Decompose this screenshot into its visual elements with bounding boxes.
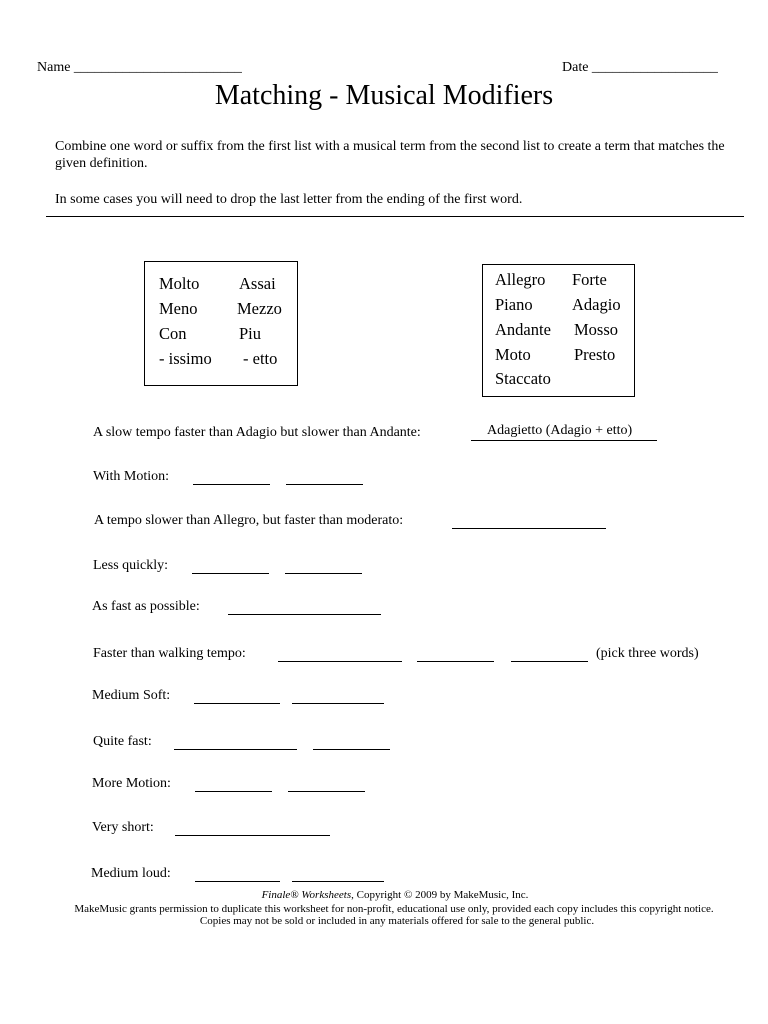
answer-blank[interactable] <box>292 881 384 882</box>
list2-item: Moto <box>495 345 531 364</box>
answer-blank[interactable] <box>511 661 588 662</box>
answer-blank[interactable] <box>313 749 390 750</box>
list1-item: - issimo <box>159 349 212 368</box>
answer-blank[interactable] <box>228 614 381 615</box>
question-2: With Motion: <box>93 469 170 484</box>
page-title: Matching - Musical Modifiers <box>214 80 554 111</box>
question-4: Less quickly: <box>93 558 169 573</box>
instructions-paragraph-2: In some cases you will need to drop the last letter from the ending of the first word. <box>55 192 523 207</box>
list1-item: Piu <box>239 324 262 343</box>
question-3: A tempo slower than Allegro, but faster than moderato: <box>94 513 404 528</box>
footer-restriction: Copies may not be sold or included in any materials offered for sale to the general public. <box>199 915 595 927</box>
question-6-note: (pick three words) <box>596 646 699 661</box>
word-list-musical-terms <box>482 264 635 397</box>
answer-blank[interactable] <box>175 835 330 836</box>
answer-blank[interactable] <box>288 791 365 792</box>
copyright-line <box>0 889 768 901</box>
answer-blank[interactable] <box>195 881 280 882</box>
answer-blank[interactable] <box>194 703 280 704</box>
list2-item: Piano <box>495 295 533 314</box>
question-8: Quite fast: <box>93 734 152 749</box>
question-11: Medium loud: <box>91 866 171 881</box>
date-field-label: Date __________________ <box>562 60 718 75</box>
list1-item: Assai <box>239 274 276 293</box>
answer-blank[interactable] <box>193 484 270 485</box>
question-9: More Motion: <box>92 776 171 791</box>
list1-item: - etto <box>243 349 278 368</box>
list2-item: Forte <box>572 270 607 289</box>
list1-item: Con <box>159 324 187 343</box>
answer-blank[interactable] <box>417 661 494 662</box>
footer-copyright: , Copyright © 2009 by MakeMusic, Inc. <box>351 889 529 901</box>
list2-item: Andante <box>495 320 551 339</box>
footer-permission: MakeMusic grants permission to duplicate this worksheet for non-profit, educational use only, provided each copy includes this copyright notice. <box>74 903 714 915</box>
list2-item: Adagio <box>572 295 621 314</box>
answer-example: Adagietto (Adagio + etto) <box>487 423 633 438</box>
answer-blank[interactable] <box>192 573 269 574</box>
answer-blank[interactable] <box>286 484 363 485</box>
answer-blank[interactable] <box>278 661 402 662</box>
answer-blank[interactable] <box>471 440 657 441</box>
name-field-label: Name ________________________ <box>37 60 242 75</box>
answer-blank[interactable] <box>174 749 297 750</box>
answer-blank[interactable] <box>285 573 362 574</box>
instructions-paragraph-1: Combine one word or suffix from the first list with a musical term from the second list to create a term that matches the given definition. <box>55 139 725 171</box>
answer-blank[interactable] <box>195 791 272 792</box>
list1-item: Mezzo <box>237 299 282 318</box>
list2-item: Mosso <box>574 320 619 339</box>
list2-item: Presto <box>574 345 616 364</box>
question-6: Faster than walking tempo: <box>93 646 246 661</box>
footer-brand: Finale® Worksheets <box>261 889 352 901</box>
question-5: As fast as possible: <box>92 599 200 614</box>
list2-item: Staccato <box>495 369 551 388</box>
section-divider <box>46 216 744 217</box>
list1-item: Meno <box>159 299 198 318</box>
answer-blank[interactable] <box>452 528 606 529</box>
question-10: Very short: <box>92 820 154 835</box>
word-list-modifiers <box>144 261 298 386</box>
answer-blank[interactable] <box>292 703 384 704</box>
question-1: A slow tempo faster than Adagio but slower than Andante: <box>93 425 421 440</box>
list2-item: Allegro <box>495 270 546 289</box>
question-7: Medium Soft: <box>92 688 171 703</box>
list1-item: Molto <box>159 274 200 293</box>
